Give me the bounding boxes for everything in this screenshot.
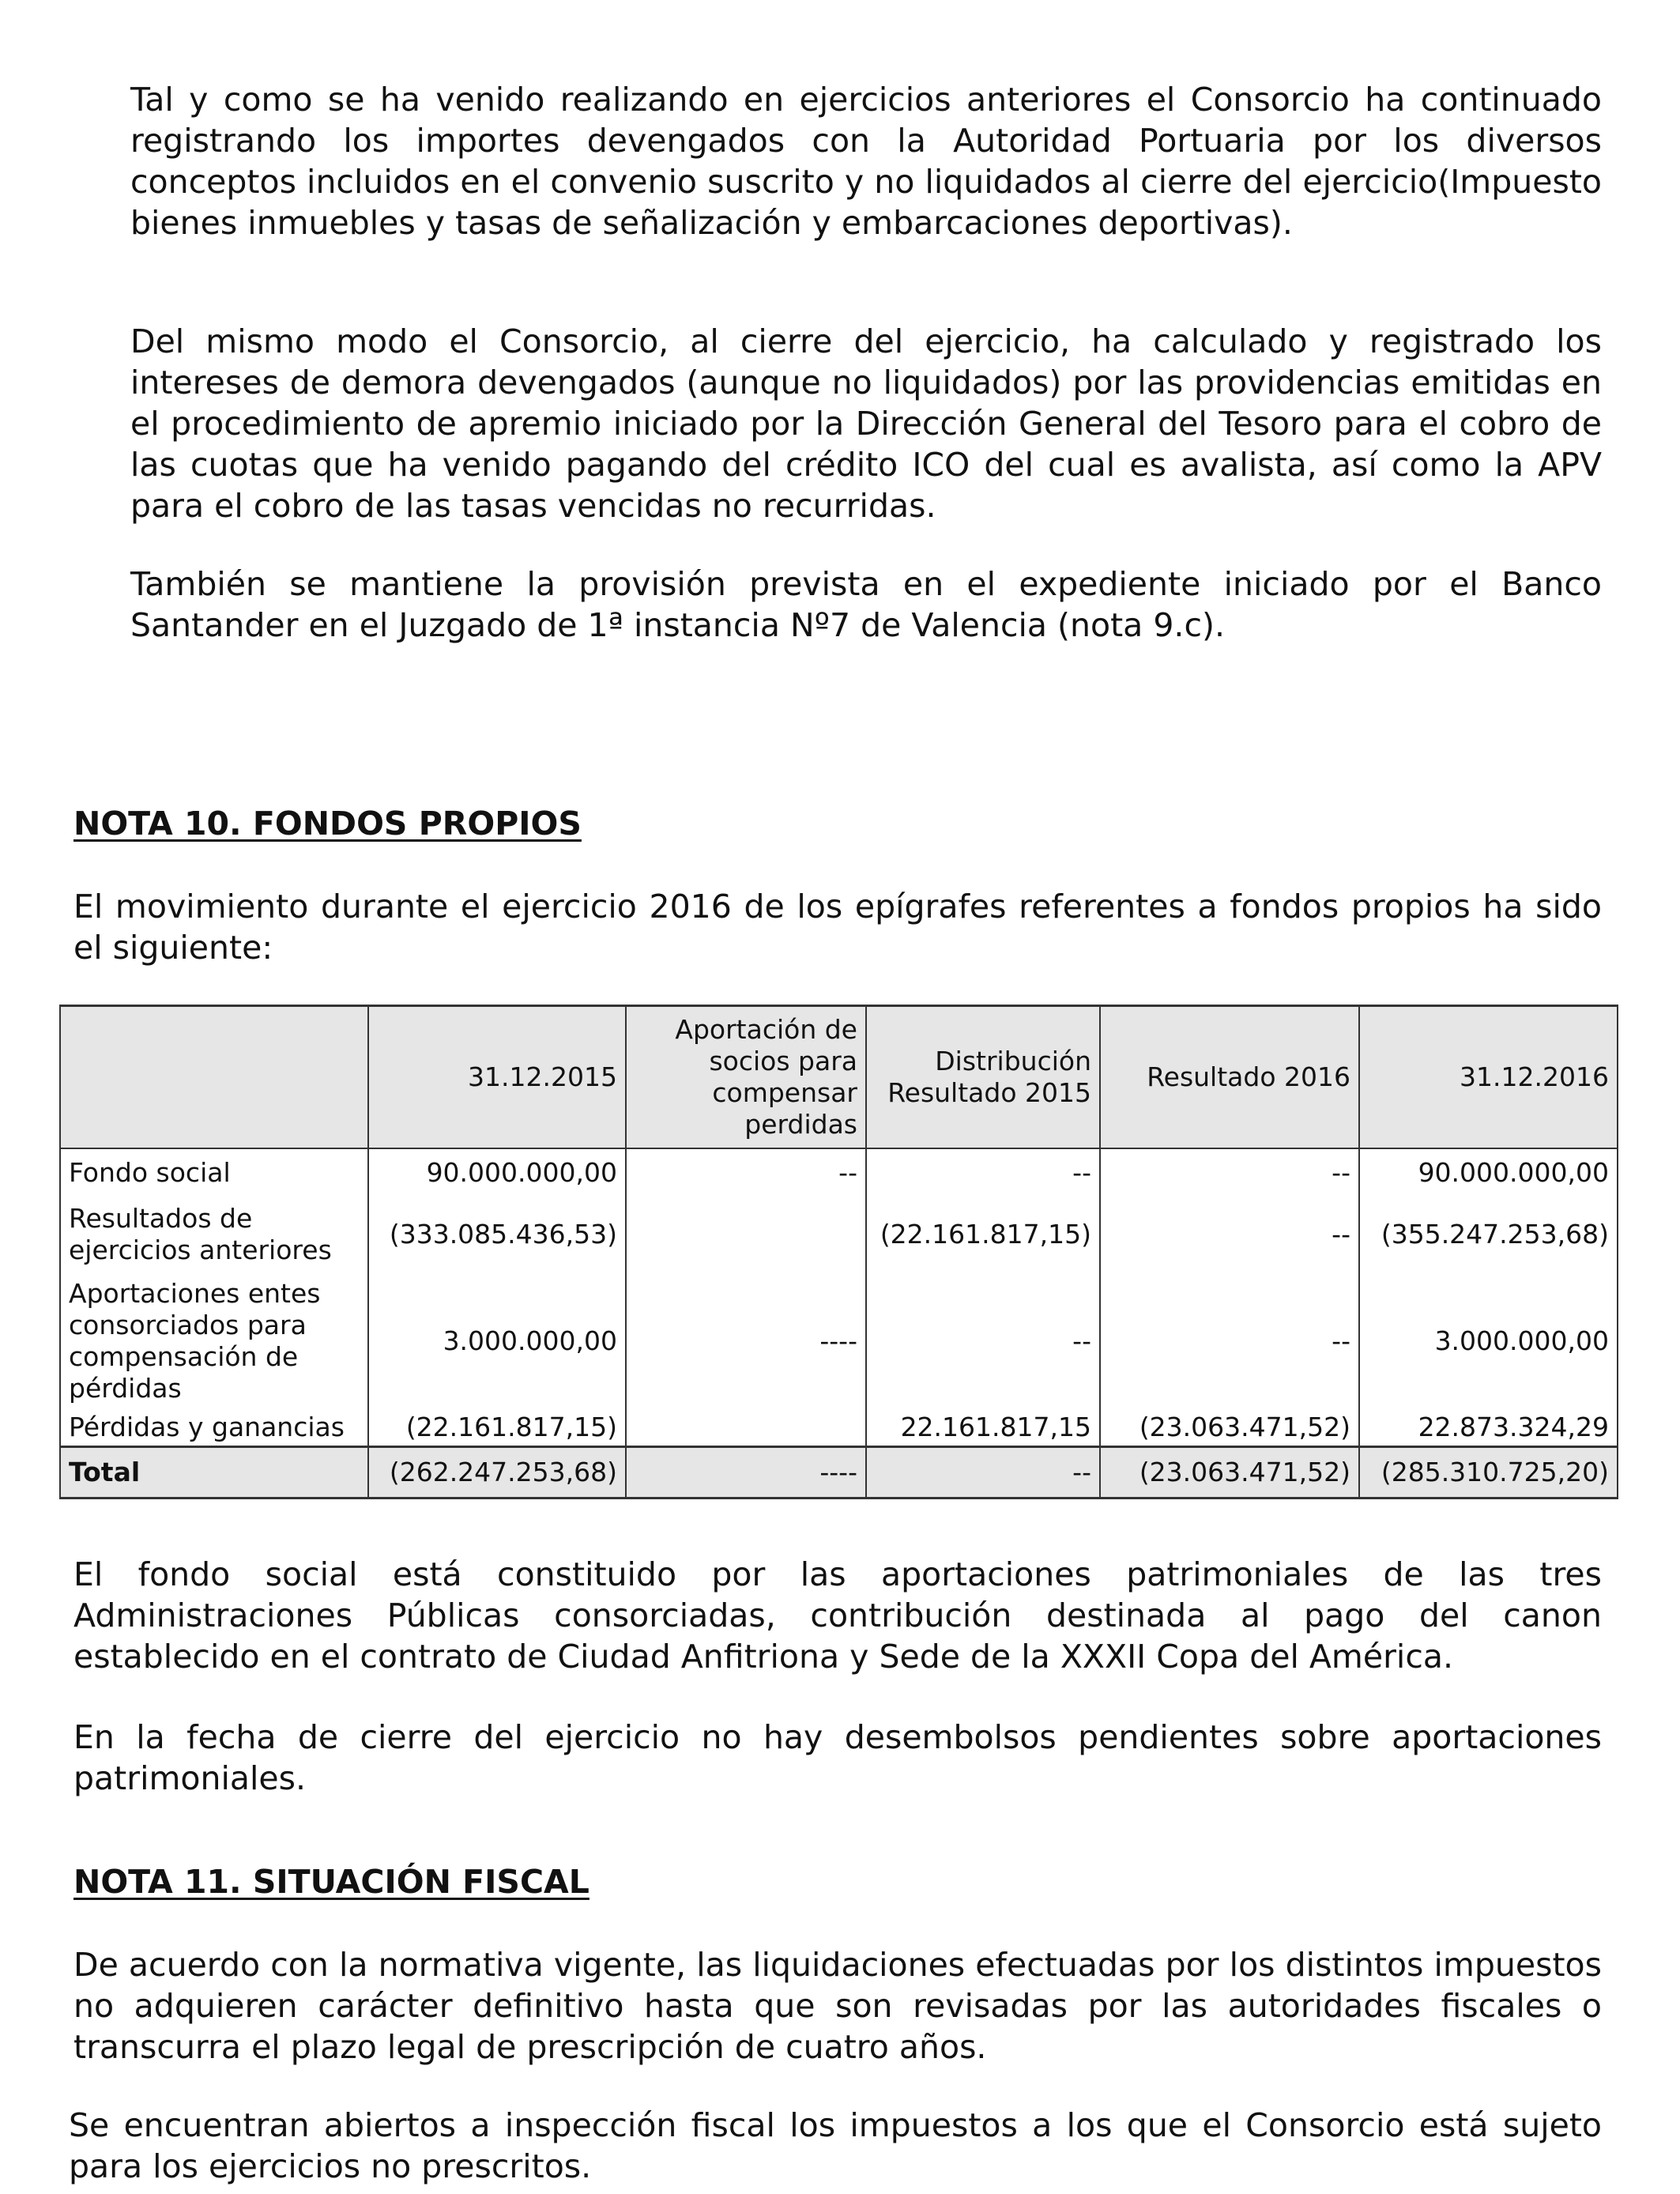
table-cell: -- [626, 1148, 866, 1197]
row-label: Resultados de ejercicios anteriores [60, 1197, 368, 1272]
intro-paragraph-2: Del mismo modo el Consorcio, al cierre del ejercicio, ha calculado y registrado los intereses de demora devengados (aunque no liquidados) por las providencias emitidas en el procedimiento de apremio iniciado por la Dirección General del Tesoro para el cobro de las cuotas que ha venido pagando del crédito ICO del cual es avalista, así como la APV para el cobro de las tasas vencidas no recurridas. [130, 322, 1602, 525]
nota10-paragraph-1: El fondo social está constituido por las aportaciones patrimoniales de las tres Administraciones Públicas consorciadas, contribución destinada al pago del canon establecido en el contrato de Ciudad Anfitriona y Sede de la XXXII Copa del América. [73, 1555, 1602, 1676]
total-cell: -- [866, 1446, 1100, 1498]
table-cell: 22.873.324,29 [1359, 1410, 1618, 1446]
table-row [60, 1410, 1618, 1446]
table-cell: 90.000.000,00 [1359, 1148, 1618, 1197]
table-cell: (22.161.817,15) [866, 1197, 1100, 1272]
row-label: Aportaciones entes consorciados para compensación de pérdidas [60, 1272, 368, 1410]
table-cell: ---- [626, 1272, 866, 1410]
nota10-paragraph-2: En la fecha de cierre del ejercicio no hay desembolsos pendientes sobre aportaciones patrimoniales. [73, 1718, 1602, 1797]
nota11-paragraph-2: Se encuentran abiertos a inspección fiscal los impuestos a los que el Consorcio está sujeto para los ejercicios no prescritos. [69, 2106, 1602, 2185]
table-cell [626, 1410, 866, 1446]
fondos-propios-table [59, 1005, 1618, 1499]
table-cell: 22.161.817,15 [866, 1410, 1100, 1446]
header-cell-distribucion-2015: Distribución Resultado 2015 [866, 1006, 1100, 1149]
header-cell-empty [60, 1006, 368, 1149]
table-cell: (22.161.817,15) [368, 1410, 626, 1446]
table-row [60, 1197, 1618, 1272]
table-cell: -- [1100, 1272, 1359, 1410]
table-cell: (355.247.253,68) [1359, 1197, 1618, 1272]
table-cell: 3.000.000,00 [368, 1272, 626, 1410]
intro-paragraph-1: Tal y como se ha venido realizando en ejercicios anteriores el Consorcio ha continuado registrando los importes devengados con la Autoridad Portuaria por los diversos conceptos incluidos en el convenio suscrito y no liquidados al cierre del ejercicio(Impuesto bienes inmuebles y tasas de señalización y embarcaciones deportivas). [130, 81, 1602, 242]
row-label: Pérdidas y ganancias [60, 1410, 368, 1446]
table-cell: 3.000.000,00 [1359, 1272, 1618, 1410]
table-cell: -- [1100, 1148, 1359, 1197]
total-cell: ---- [626, 1446, 866, 1498]
table-cell: -- [866, 1272, 1100, 1410]
nota10-intro: El movimiento durante el ejercicio 2016 de los epígrafes referentes a fondos propios ha sido el siguiente: [73, 888, 1602, 967]
table-header-row [60, 1006, 1618, 1149]
table-cell: (23.063.471,52) [1100, 1410, 1359, 1446]
intro-paragraph-3: También se mantiene la provisión prevista en el expediente iniciado por el Banco Santander en el Juzgado de 1ª instancia Nº7 de Valencia (nota 9.c). [130, 565, 1602, 644]
total-cell: (262.247.253,68) [368, 1446, 626, 1498]
table-cell: 90.000.000,00 [368, 1148, 626, 1197]
nota11-heading: NOTA 11. SITUACIÓN FISCAL [73, 1863, 590, 1901]
total-cell: (285.310.725,20) [1359, 1446, 1618, 1498]
table-total-row [60, 1446, 1618, 1498]
table-cell: -- [866, 1148, 1100, 1197]
table-row [60, 1148, 1618, 1197]
total-label: Total [60, 1446, 368, 1498]
table-cell: (333.085.436,53) [368, 1197, 626, 1272]
header-cell-31-12-2016: 31.12.2016 [1359, 1006, 1618, 1149]
total-cell: (23.063.471,52) [1100, 1446, 1359, 1498]
header-cell-resultado-2016: Resultado 2016 [1100, 1006, 1359, 1149]
row-label: Fondo social [60, 1148, 368, 1197]
nota11-paragraph-1: De acuerdo con la normativa vigente, las liquidaciones efectuadas por los distintos impuestos no adquieren carácter definitivo hasta que son revisadas por las autoridades fiscales o transcurra el plazo legal de prescripción de cuatro años. [73, 1946, 1602, 2066]
header-cell-aportacion-socios: Aportación de socios para compensar perdidas [626, 1006, 866, 1149]
table-cell: -- [1100, 1197, 1359, 1272]
header-cell-31-12-2015: 31.12.2015 [368, 1006, 626, 1149]
table-row [60, 1272, 1618, 1410]
nota10-heading: NOTA 10. FONDOS PROPIOS [73, 805, 582, 843]
table-cell [626, 1197, 866, 1272]
